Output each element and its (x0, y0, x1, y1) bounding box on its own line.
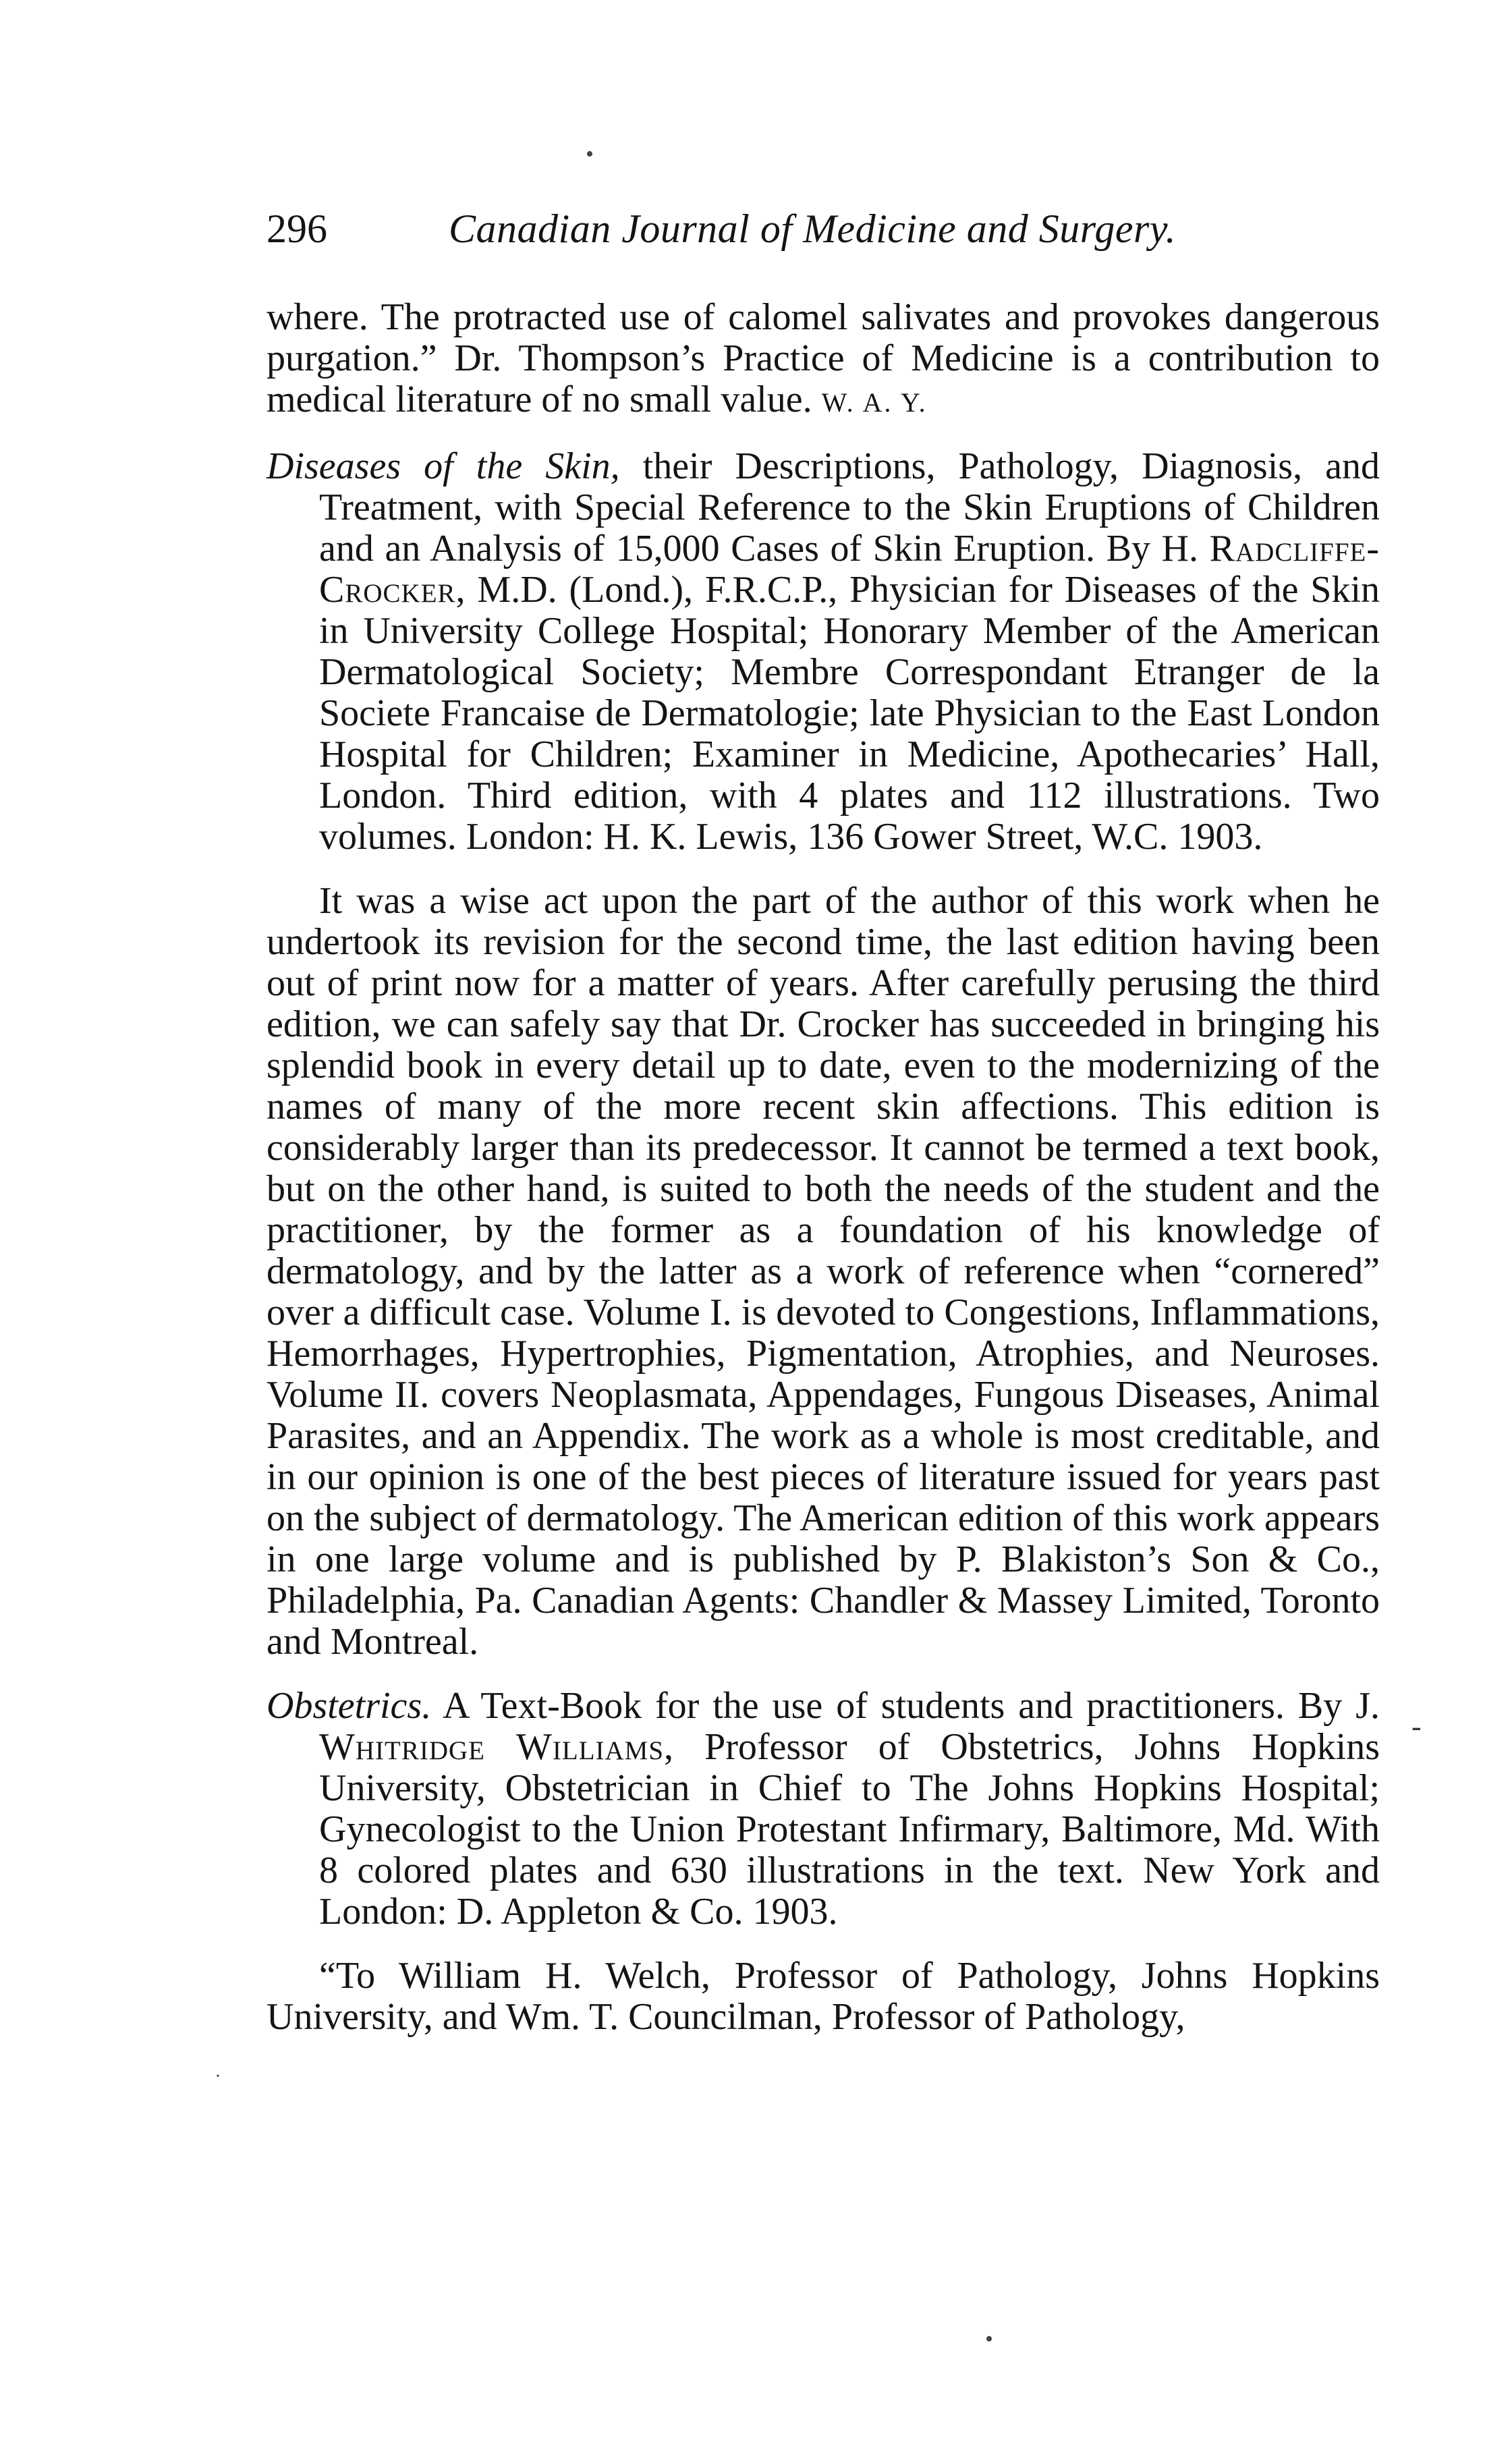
page-header (267, 206, 1380, 260)
book-title-skin: Diseases of the Skin, (267, 445, 620, 487)
continuation-text: where. The protracted use of calomel salivates and provokes dangerous purgation.” Dr. Thompson’s Practice of Medicine is a contribution to medical literature of no small value. (267, 296, 1380, 420)
reviewer-initials: W. A. Y. (821, 387, 928, 418)
speck-mark-left: · (215, 2065, 221, 2087)
speck-mark-bottom: • (985, 2327, 993, 2352)
book-description-skin-part1: their Descriptions, Pathology, Diagnosis, and Treatment, with Special Reference to the Skin Eruptions of Children and an Analysis of 15,000 Cases of Skin Eruption. By H. (319, 445, 1380, 570)
book-description-obstetrics-part1: A Text-Book for the use of students and practitioners. By J. (431, 1685, 1380, 1727)
book-description-obstetrics-part2: , Professor of Obstetrics, Johns Hopkins University, Obstetrician in Chief to The Johns Hopkins Hospital; Gynecologist to the Union Protestant Infirmary, Baltimore, Md. With 8 colored plates and 630 illustrations in the text. New York and London: D. Appleton & Co. 1903. (319, 1726, 1380, 1933)
speck-mark-top: • (586, 142, 594, 167)
running-title: Canadian Journal of Medicine and Surgery. (449, 206, 1177, 251)
review-body-skin: It was a wise act upon the part of the author of this work when he undertook its revision for the second time, the last edition having been out of print now for a matter of years. After carefully perusing the third edition, we can safely say that Dr. Crocker has succeeded in bringing his splendid book in every detail up to date, even to the modernizing of the names of many of the more recent skin affections. This edition is considerably larger than its predecessor. It cannot be termed a text book, but on the other hand, is suited to both the needs of the student and the practitioner, by the former as a foundation of his knowledge of dermatology, and by the latter as a work of reference when “cornered” over a difficult case. Volume I. is devoted to Congestions, Inflammations, Hemorrhages, Hypertrophies, Pigmentation, Atrophies, and Neuroses. Volume II. covers Neoplasmata, Appendages, Fungous Diseases, Animal Parasites, and an Appendix. The work as a whole is most creditable, and in our opinion is one of the best pieces of literature issued for years past on the subject of dermatology. The American edition of this work appears in one large volume and is published by P. Blakiston’s Son & Co., Philadelphia, Pa. Canadian Agents: Chandler & Massey Limited, Toronto and Montreal. (267, 880, 1380, 1663)
text-column (267, 297, 1380, 2061)
book-author-obstetrics: Whitridge Williams (319, 1726, 665, 1768)
continuation-paragraph (267, 297, 1380, 423)
book-entry-skin (267, 446, 1380, 858)
book-description-skin-part2: , M.D. (Lond.), F.R.C.P., Physician for Diseases of the Skin in University College Hospital; Honorary Member of the American Dermatological Society; Membre Correspondant Etranger de la Societe Francaise de Dermatologie; late Physician to the East London Hospital for Children; Examiner in Medicine, Apothecaries’ Hall, London. Third edition, with 4 plates and 112 illustrations. Two volumes. London: H. K. Lewis, 136 Gower Street, W.C. 1903. (319, 569, 1380, 858)
margin-dash-mark: - (1411, 1710, 1422, 1743)
page-number: 296 (267, 206, 327, 251)
book-author-skin: Radcliffe-Crocker (319, 528, 1380, 611)
book-title-obstetrics: Obstetrics. (267, 1685, 432, 1727)
book-entry-obstetrics (267, 1686, 1380, 1933)
review-body-obstetrics: “To William H. Welch, Professor of Pathology, Johns Hopkins University, and Wm. T. Councilman, Professor of Pathology, (267, 1955, 1380, 2038)
